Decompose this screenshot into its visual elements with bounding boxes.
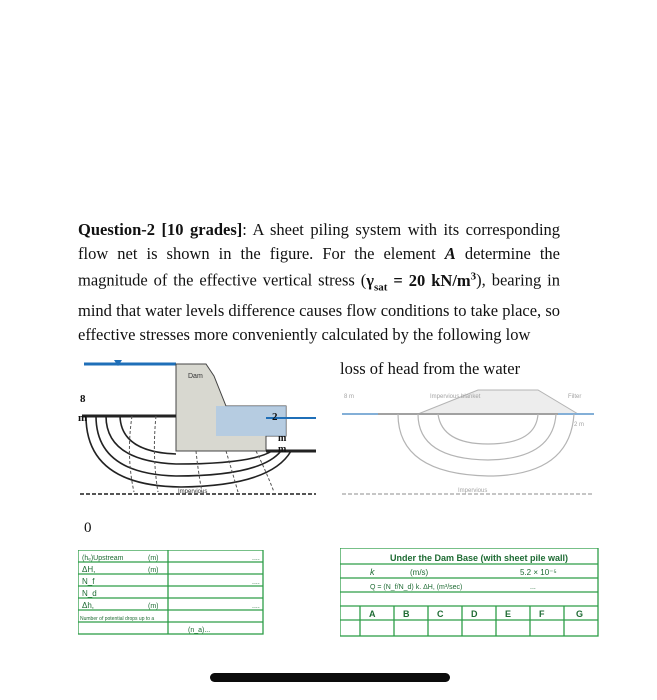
equipotential-5 (256, 451, 274, 492)
question-intro: : A sheet piling system with its corresponding flow net is shown in the figure. For the element (78, 220, 561, 263)
loss-of-head-line: loss of head from the water (340, 359, 521, 378)
row-nd-label: N_d (82, 589, 97, 598)
question-heading: Question-2 (78, 220, 156, 239)
flow-line-4 (120, 416, 176, 454)
row-deltah-label: Δh, (82, 601, 95, 610)
depth-unit-m-b: m (278, 444, 287, 455)
right-filter-label: Filter (568, 394, 582, 400)
k-unit: (m/s) (410, 568, 429, 577)
equipotential-2 (154, 416, 158, 492)
row-deltah-unit: (m) (148, 603, 159, 610)
right-flow-line-3 (438, 414, 538, 444)
gamma-exp: 3 (470, 270, 477, 282)
dam-label: Dam (188, 373, 203, 380)
impervious-label: Impervious (178, 489, 208, 495)
row-upstream-label: (hₑ)Upstream (82, 555, 124, 562)
gamma-value: = 20 kN/m (387, 270, 471, 290)
height-unit-m: m (78, 412, 88, 424)
right-dim-label: 8 m (344, 394, 355, 400)
question-grades: [10 grades] (161, 220, 243, 239)
right-impervious-label: Impervious (458, 488, 488, 494)
element-label: A (444, 243, 456, 263)
column-a: A (369, 609, 376, 619)
right-blanket-label: Impervious blanket (430, 394, 481, 400)
gamma-symbol: γ (366, 270, 375, 290)
column-g: G (576, 609, 584, 619)
column-f: F (539, 609, 545, 619)
row-nf-label: N_f (82, 577, 95, 586)
question-middle: determine the magnitude of the effective vertical stress ( (78, 243, 560, 290)
question-paragraph (78, 218, 560, 346)
gamma-sub: sat (374, 280, 388, 293)
depth-unit-m-a: m (278, 433, 287, 444)
row-deltaH-label: ΔH, (82, 565, 96, 574)
right-table (340, 548, 602, 640)
zero-label: 0 (84, 520, 92, 536)
column-c: C (437, 609, 444, 619)
column-b: B (403, 609, 410, 619)
left-col-dots-1: .... (252, 555, 260, 562)
right-flow-line-2 (418, 414, 556, 460)
row-drops-label: Number of potential drops up to a (80, 616, 155, 622)
left-col-dots-2: .... (252, 579, 260, 586)
flow-net-figure-right (338, 384, 598, 500)
row-upstream-unit: (m) (148, 555, 159, 562)
row-drops-unit: (n_a)... (188, 627, 211, 634)
left-col-dots-3: .... (252, 603, 260, 610)
k-label: k (370, 567, 375, 577)
question-tail: ), bearing in mind that water levels difference causes flow conditions to take place, so effective stresses more conveniently calculated by the following low (78, 270, 560, 344)
q-value: ... (530, 584, 536, 591)
row-deltaH-unit: (m) (148, 567, 159, 574)
depth-label-2: 2 (272, 411, 278, 423)
home-indicator-bar[interactable] (210, 673, 450, 682)
column-d: D (471, 609, 478, 619)
flow-net-figure-left (76, 356, 320, 498)
k-value: 5.2 × 10⁻⁵ (520, 568, 557, 577)
right-flow-line-1 (398, 414, 574, 476)
right-dim-right: 2 m (574, 422, 585, 428)
right-table-title: Under the Dam Base (with sheet pile wall) (390, 553, 569, 563)
height-label-8: 8 (80, 393, 86, 405)
q-label: Q = (N_f/N_d) k. ΔH, (m³/sec) (370, 584, 463, 591)
left-table (78, 550, 268, 640)
column-e: E (505, 609, 512, 619)
